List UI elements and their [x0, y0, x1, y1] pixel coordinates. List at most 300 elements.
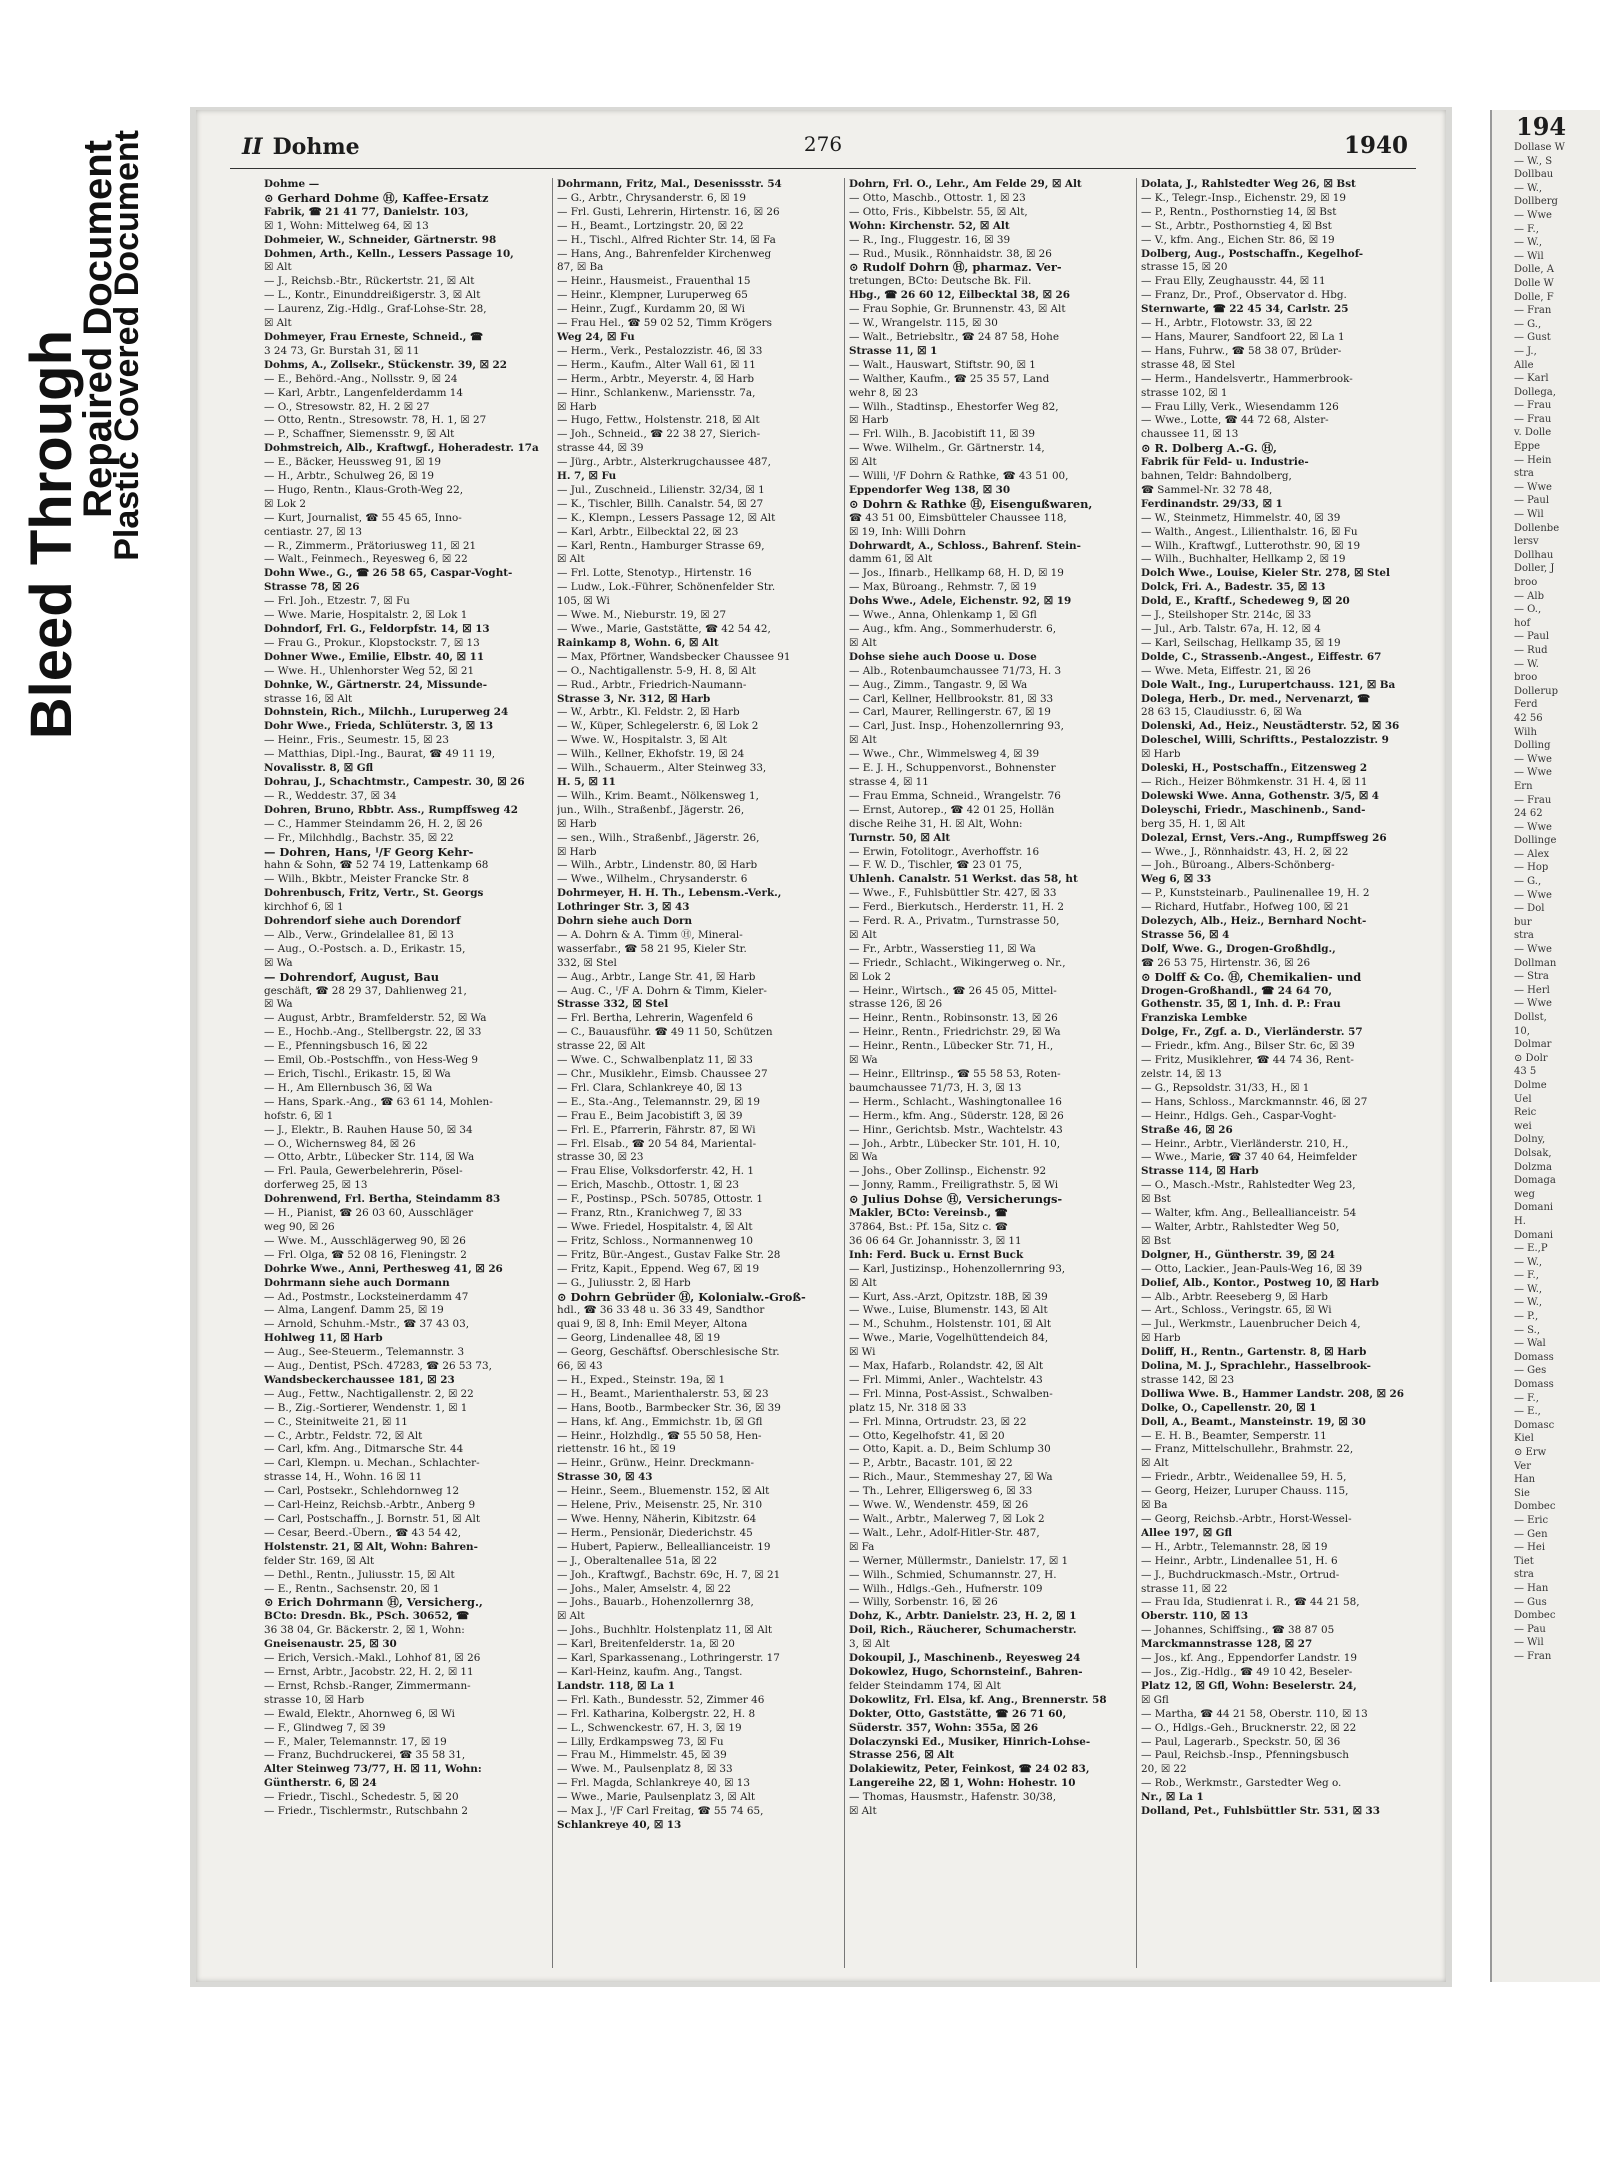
adjacent-page-line: — J., — [1514, 345, 1537, 357]
directory-entry-line: Strasse 3, Nr. 312, ☒ Harb — [557, 692, 711, 705]
running-head — [242, 134, 360, 160]
directory-entry-line: — Franz, Dr., Prof., Observator d. Hbg. — [1141, 289, 1347, 302]
adjacent-page-line: stra — [1514, 930, 1534, 942]
directory-entry-line: Hohlweg 11, ☒ Harb — [264, 1332, 383, 1345]
directory-entry-line: — Emil, Ob.-Postschffn., von Hess-Weg 9 — [264, 1054, 479, 1067]
directory-entry-line: weg 90, ☒ 26 — [264, 1220, 335, 1233]
directory-entry-line: — Lilly, Erdkampsweg 73, ☒ Fu — [557, 1735, 724, 1748]
directory-entry-line: ⊙ Erich Dohrmann Ⓗ, Versicherg., — [264, 1596, 483, 1610]
directory-entry-line: — Franz, Rtn., Kranichweg 7, ☒ 33 — [557, 1207, 742, 1220]
adjacent-page-line: — Wwe — [1514, 821, 1552, 833]
adjacent-page-line: — Alex — [1514, 848, 1550, 860]
directory-entry-line: — Wwe., Marie, Vogelhüttendeich 84, — [849, 1332, 1049, 1345]
adjacent-page-line: — Fran — [1514, 305, 1552, 317]
directory-entry-line: centiastr. 27, ☒ 13 — [264, 525, 362, 538]
directory-entry-line: — Wilh., Arbtr., Lindenstr. 80, ☒ Harb — [557, 859, 758, 872]
directory-entry-line: — K., Tischler, Billh. Canalstr. 54, ☒ 27 — [557, 497, 764, 510]
directory-entry-line: Allee 197, ☒ Gfl — [1141, 1526, 1233, 1539]
directory-entry-line: — Aug., Arbtr., Lange Str. 41, ☒ Harb — [557, 970, 756, 983]
directory-entry-line: ⊙ Gerhard Dohme Ⓗ, Kaffee-Ersatz — [264, 191, 489, 205]
directory-entry-line: — Wwe. W., Hospitalstr. 3, ☒ Alt — [557, 734, 727, 747]
directory-entry-line: — Wwe., Lotte, ☎ 44 72 68, Alster- — [1141, 414, 1329, 427]
adjacent-page-line: 10, — [1514, 1025, 1530, 1037]
adjacent-page-line: Domaga — [1514, 1175, 1556, 1187]
directory-entry-line: chaussee 11, ☒ 13 — [1141, 428, 1239, 441]
directory-entry-line: — Paul, Lagerarb., Speckstr. 50, ☒ 36 — [1141, 1735, 1341, 1748]
adjacent-page-line: ⊙ Erw — [1514, 1447, 1547, 1458]
directory-entry-line: Dolezych, Alb., Heiz., Bernhard Nocht- — [1141, 915, 1367, 928]
directory-entry-line: — Frl. Bertha, Lehrerin, Wagenfeld 6 — [557, 1012, 754, 1025]
directory-entry-line: Alter Steinweg 73/77, H. ☒ 11, Wohn: — [264, 1763, 482, 1776]
directory-entry-line: Dohmen, Arth., Kelln., Lessers Passage 10, — [264, 247, 514, 260]
directory-entry-line: — Martha, ☎ 44 21 58, Oberstr. 110, ☒ 13 — [1141, 1707, 1368, 1720]
directory-entry-line: — Hugo, Rentn., Klaus-Groth-Weg 22, — [264, 483, 464, 496]
directory-entry-line: Ferdinandstr. 29/33, ☒ 1 — [1141, 497, 1283, 510]
directory-entry-line: — Hans, Fuhrw., ☎ 58 38 07, Brüder- — [1141, 344, 1342, 357]
directory-entry-line: Dolata, J., Rahlstedter Weg 26, ☒ Bst — [1141, 178, 1356, 190]
directory-entry-line: — K., Klempn., Lessers Passage 12, ☒ Alt — [557, 511, 776, 524]
directory-entry-line: — Wwe. Wilhelm., Gr. Gärtnerstr. 14, — [849, 442, 1045, 455]
directory-entry-line: — Frl. Kath., Bundesstr. 52, Zimmer 46 — [557, 1693, 765, 1706]
directory-entry-line: — Ernst, Rchsb.-Ranger, Zimmermann- — [264, 1679, 471, 1692]
directory-entry-line: ☒ Lok 2 — [849, 970, 891, 983]
directory-entry-line: ⊙ Dohrn & Rathke Ⓗ, Eisengußwaren, — [849, 497, 1093, 511]
directory-entry-line: Fabrik, ☎ 21 41 77, Danielstr. 103, — [264, 205, 469, 218]
directory-entry-line: — Wwe. H., Uhlenhorster Weg 52, ☒ 21 — [264, 664, 475, 677]
adjacent-page-line: Domani — [1514, 1202, 1554, 1214]
directory-entry-line: — Heinr., Rentn., Lübecker Str. 71, H., — [849, 1040, 1054, 1053]
directory-entry-line: — Joh., Schneid., ☎ 22 38 27, Sierich- — [557, 428, 761, 441]
directory-entry-line: — Friedr., kfm. Ang., Bilser Str. 6c, ☒ 39 — [1141, 1040, 1355, 1053]
adjacent-page-line: — Herl — [1514, 984, 1550, 996]
directory-entry-line: — Dethl., Rentn., Juliusstr. 15, ☒ Alt — [264, 1568, 455, 1581]
directory-entry-line: 3 24 73, Gr. Burstah 31, ☒ 11 — [264, 344, 420, 357]
directory-entry-line: — Jonny, Ramm., Freiligrathstr. 5, ☒ Wi — [849, 1179, 1059, 1192]
directory-entry-line: — Frl. E., Pfarrerin, Fährstr. 87, ☒ Wi — [557, 1123, 756, 1136]
adjacent-page-line: Ferd — [1514, 699, 1538, 711]
directory-entry-line: — O., Nachtigallenstr. 5-9, H. 8, ☒ Alt — [557, 664, 756, 677]
adjacent-page-line: — W., S — [1514, 155, 1553, 167]
directory-entry-line: Dohmeyer, Frau Erneste, Schneid., ☎ — [264, 330, 483, 343]
directory-entry-line: — C., Bauausführ. ☎ 49 11 50, Schützen — [557, 1026, 773, 1039]
directory-entry-line: — Heinr., Holzhdlg., ☎ 55 50 58, Hen- — [557, 1429, 762, 1442]
directory-entry-line: — A. Dohrn & A. Timm Ⓗ, Mineral- — [557, 928, 743, 941]
directory-entry-line: — E., Hochb.-Ang., Stellbergstr. 22, ☒ 33 — [264, 1026, 482, 1039]
directory-entry-line: — Frl. Mimmi, Anlег., Wachtelstr. 43 — [849, 1373, 1043, 1386]
directory-entry-line: riettenstr. 16 ht., ☒ 19 — [557, 1443, 676, 1456]
directory-entry-line: ☒ Wa — [849, 1054, 878, 1067]
directory-entry-line: — Wwe., Marie, Paulsenplatz 3, ☒ Alt — [557, 1791, 756, 1804]
directory-entry-line: — F., Glindweg 7, ☒ 39 — [264, 1721, 386, 1734]
directory-entry-line: Dohse siehe auch Doose u. Dose — [849, 650, 1037, 663]
directory-entry-line: — Paul, Reichsb.-Insp., Pfenningsbusch — [1141, 1749, 1349, 1762]
adjacent-page-line: — F., — [1514, 1392, 1539, 1404]
directory-entry-line: ☒ Harb — [557, 400, 597, 413]
directory-entry-line: ⊙ Rudolf Dohrn Ⓗ, pharmaz. Ver- — [849, 261, 1062, 275]
directory-entry-line: — Willy, Sorbenstr. 16, ☒ 26 — [849, 1596, 998, 1609]
directory-entry-line: — Wwe. C., Schwalbenplatz 11, ☒ 33 — [557, 1054, 753, 1067]
directory-entry-line: ☎ Sammel-Nr. 32 78 48, — [1141, 483, 1273, 496]
directory-entry-line: — Art., Schloss., Veringstr. 65, ☒ Wi — [1141, 1304, 1332, 1317]
directory-entry-line: — Matthias, Dipl.-Ing., Baurat, ☎ 49 11 19, — [264, 748, 496, 761]
directory-entry-line: — C., Arbtr., Feldstr. 72, ☒ Alt — [264, 1429, 423, 1442]
directory-entry-line: ⊙ Dolff & Co. Ⓗ, Chemikalien- und — [1141, 970, 1362, 984]
directory-entry-line: hahn & Sohn, ☎ 52 74 19, Lattenkamp 68 — [264, 859, 489, 872]
directory-entry-line: — E., Sta.-Ang., Telemannstr. 29, ☒ 19 — [557, 1095, 761, 1108]
adjacent-page-line: — Paul — [1514, 495, 1550, 507]
directory-entry-line: — Joh., Kraftwgf., Bachstr. 69c, H. 7, ☒ 21 — [557, 1568, 781, 1581]
directory-entry-line: — Aug. C., ᴵ/F A. Dohrn & Timm, Kieler- — [557, 984, 767, 997]
directory-entry-line: Dolewski Wwe. Anna, Gothenstr. 3/5, ☒ 4 — [1141, 789, 1380, 802]
directory-entry-line: — Frau M., Himmelstr. 45, ☒ 39 — [557, 1749, 727, 1762]
directory-entry-line: — Max, Hafarb., Rolandstr. 42, ☒ Alt — [849, 1360, 1044, 1373]
directory-entry-line: — Heinr., Fris., Seumestr. 15, ☒ 23 — [264, 734, 449, 747]
directory-entry-line: Dohme — — [264, 178, 320, 190]
adjacent-page-line: — Gus — [1514, 1596, 1547, 1608]
directory-entry-line: — W., Wrangelstr. 115, ☒ 30 — [849, 317, 998, 330]
directory-entry-line: H. 5, ☒ 11 — [557, 775, 616, 788]
adjacent-page-line: 42 56 — [1514, 712, 1543, 724]
directory-entry-line: Dohner Wwe., Emilie, Elbstr. 40, ☒ 11 — [264, 650, 485, 663]
directory-entry-line: — Wilh., Schmied, Schumannstr. 27, H. — [849, 1568, 1057, 1581]
adjacent-page-line: — W. — [1514, 658, 1539, 670]
directory-entry-line: — Herm., Pensionär, Diederichstr. 45 — [557, 1526, 753, 1539]
directory-entry-line: — Karl, Breitenfelderstr. 1a, ☒ 20 — [557, 1638, 735, 1651]
directory-entry-line: — Aug., kfm. Ang., Sommerhuderstr. 6, — [849, 623, 1057, 635]
directory-entry-line: felder Steindamm 174, ☒ Alt — [849, 1679, 1001, 1692]
adjacent-page-lines — [1492, 141, 1600, 1664]
directory-entry-line: — M., Schuhm., Holstenstr. 101, ☒ Alt — [849, 1318, 1052, 1331]
directory-entry-line: — Friedr., Arbtr., Weidenallee 59, H. 5, — [1141, 1471, 1347, 1484]
adjacent-page-line: Domass — [1514, 1379, 1554, 1391]
directory-entry-line: — Th., Lehrer, Elligersweg 6, ☒ 33 — [849, 1485, 1033, 1498]
directory-entry-line: — Otto, Fris., Kibbelstr. 55, ☒ Alt, — [849, 205, 1028, 218]
directory-entry-line: Oberstr. 110, ☒ 13 — [1141, 1610, 1249, 1623]
directory-entry-line: — Frau Lilly, Verk., Wiesendamm 126 — [1141, 400, 1339, 413]
directory-entry-line: — Wilh., Hdlgs.-Geh., Hufnerstr. 109 — [849, 1582, 1043, 1595]
directory-entry-line: — Heinr., Seem., Bluemenstr. 152, ☒ Alt — [557, 1485, 770, 1498]
directory-entry-line: Hbg., ☎ 26 60 12, Eilbecktal 38, ☒ 26 — [849, 289, 1071, 302]
directory-entry-line: — Karl, Arbtr., Eilbecktal 22, ☒ 23 — [557, 525, 739, 538]
adjacent-page-line: — Stra — [1514, 971, 1549, 983]
adjacent-page-line: — Paul — [1514, 631, 1550, 643]
directory-entry-line: — H., Arbtr., Telemannstr. 28, ☒ 19 — [1141, 1540, 1328, 1553]
directory-entry-line: — Karl, Sparkassenang., Lothringerstr. 17 — [557, 1652, 780, 1665]
directory-entry-line: ⊙ Dohrn Gebrüder Ⓗ, Kolonialw.-Groß- — [557, 1290, 806, 1304]
directory-entry-line: — Frl. Paula, Gewerbelehrerin, Pösel- — [264, 1165, 463, 1178]
directory-entry-line: Dohrmann siehe auch Dormann — [264, 1276, 450, 1289]
directory-entry-line: Dohrendorf siehe auch Dorendorf — [264, 915, 461, 928]
directory-entry-line: — Ferd., Bierkutsch., Herderstr. 11, H. 2 — [849, 901, 1064, 914]
directory-entry-line: Straße 46, ☒ 26 — [1141, 1123, 1233, 1136]
directory-entry-line: Eppendorfer Weg 138, ☒ 30 — [849, 483, 1011, 496]
adjacent-page-line: Dombec — [1514, 1610, 1556, 1622]
directory-entry-line: — Walt., Betriebsltr., ☎ 24 87 58, Hohe — [849, 330, 1059, 343]
adjacent-page-line: stra — [1514, 468, 1534, 480]
directory-entry-line: — G., Juliusstr. 2, ☒ Harb — [557, 1276, 691, 1289]
directory-entry-line: — Carl, Klempn. u. Mechan., Schlachter- — [264, 1457, 480, 1470]
directory-entry-line: Dokoupil, J., Maschinenb., Reyesweg 24 — [849, 1652, 1081, 1665]
adjacent-page-line: Dombec — [1514, 1501, 1556, 1513]
directory-entry-line: wehr 8, ☒ 23 — [849, 386, 919, 399]
directory-entry-line: — Georg, Lindenallee 48, ☒ 19 — [557, 1332, 721, 1345]
directory-entry-line: strasse 11, ☒ 22 — [1141, 1582, 1228, 1595]
adjacent-page-line: lersv — [1514, 536, 1539, 548]
directory-entry-line: 332, ☒ Stel — [557, 956, 617, 969]
directory-entry-line: — Heinr., Arbtr., Lindenallee 51, H. 6 — [1141, 1554, 1338, 1567]
directory-entry-line: — Otto, Kapit. a. D., Beim Schlump 30 — [849, 1443, 1051, 1456]
directory-entry-line: Makler, BCto: Vereinsb., ☎ — [849, 1207, 1008, 1220]
directory-entry-line: strasse 126, ☒ 26 — [849, 998, 943, 1011]
directory-entry-line: Gneisenaustr. 25, ☒ 30 — [264, 1638, 397, 1651]
directory-entry-line: — Alb., Arbtr. Reeseberg 9, ☒ Harb — [1141, 1290, 1328, 1303]
directory-entry-line: 20, ☒ 22 — [1141, 1763, 1187, 1776]
adjacent-page-line: Dollenbe — [1514, 522, 1560, 534]
directory-entry-line: — sen., Wilh., Straßenbf., Jägerstr. 26, — [557, 831, 760, 844]
directory-entry-line: — Fritz, Schloss., Normannenweg 10 — [557, 1234, 754, 1247]
directory-entry-line: Dolega, Herb., Dr. med., Nervenarzt, ☎ — [1141, 692, 1371, 705]
adjacent-page-line: Dollman — [1514, 957, 1557, 969]
directory-entry-line: 105, ☒ Wi — [557, 595, 610, 608]
directory-entry-line: — Frl. Gusti, Lehrerin, Hirtenstr. 16, ☒ 26 — [557, 205, 780, 218]
directory-entry-line: — V., kfm. Ang., Eichen Str. 86, ☒ 19 — [1141, 233, 1335, 246]
page-header — [230, 128, 1416, 169]
directory-entry-line: ☒ Alt — [264, 317, 292, 330]
adjacent-page-line: — Wwe — [1514, 998, 1552, 1010]
directory-entry-line: — Karl, Rentn., Hamburger Strasse 69, — [557, 539, 765, 552]
directory-entry-line: Wohn: Kirchenstr. 52, ☒ Alt — [849, 219, 1010, 232]
directory-entry-line: — H., Arbtr., Flotowstr. 33, ☒ 22 — [1141, 317, 1313, 330]
directory-entry-line: — E. H. B., Beamter, Semperstr. 11 — [1141, 1429, 1327, 1442]
directory-entry-line: — Frau Sophie, Gr. Brunnenstr. 43, ☒ Alt — [849, 303, 1066, 316]
directory-entry-line: — Walt., Lehr., Adolf-Hitler-Str. 487, — [849, 1526, 1040, 1539]
directory-entry-line: strasse 15, ☒ 20 — [1141, 261, 1228, 274]
directory-entry-line: dische Reihe 31, H. ☒ Alt, Wohn: — [849, 817, 1023, 830]
directory-entry-line: strasse 102, ☒ 1 — [1141, 386, 1228, 399]
directory-entry-line: — Wilh., Schauerm., Alter Steinweg 33, — [557, 762, 767, 775]
adjacent-page-line: — E.,P — [1514, 1243, 1548, 1255]
directory-entry-line: Holstenstr. 21, ☒ Alt, Wohn: Bahren- — [264, 1540, 478, 1553]
directory-entry-line: ☒ Harb — [557, 817, 597, 830]
directory-entry-line: — Karl, Arbtr., Langenfelderdamm 14 — [264, 386, 464, 399]
directory-entry-line: — Thomas, Hausmstr., Hafenstr. 30/38, — [849, 1791, 1057, 1804]
directory-entry-line: ☒ Alt — [849, 734, 877, 747]
adjacent-page-line: Han — [1514, 1474, 1536, 1486]
directory-entry-line: strasse 30, ☒ 23 — [557, 1151, 644, 1164]
directory-entry-line: — Carl-Heinz, Reichsb.-Arbtr., Anberg 9 — [264, 1499, 476, 1512]
directory-entry-line: — Herm., Verk., Pestalozzistr. 46, ☒ 33 — [557, 344, 763, 357]
directory-entry-line: dorferweg 25, ☒ 13 — [264, 1179, 368, 1192]
directory-entry-line: damm 61, ☒ Alt — [849, 553, 933, 566]
directory-entry-line: — Dohren, Hans, ᴵ/F Georg Kehr- — [264, 845, 474, 859]
adjacent-page-line: ⊙ Dolr — [1514, 1052, 1548, 1064]
adjacent-page-line: — G., — [1514, 876, 1542, 888]
directory-entry-line: — R., Zimmerm., Prätoriusweg 11, ☒ 21 — [264, 539, 477, 552]
directory-entry-line: — Heinr., Grünw., Heinr. Dreckmann- — [557, 1457, 755, 1470]
adjacent-page-year: 194 — [1516, 112, 1567, 141]
directory-entry-line: Dold, E., Kraftf., Schedeweg 9, ☒ 20 — [1141, 595, 1350, 608]
adjacent-page-line: — Hei — [1514, 1542, 1546, 1554]
directory-entry-line: — Carl, Postschaffn., J. Bornstr. 51, ☒ Alt — [264, 1513, 480, 1525]
directory-entry-line: ☒ Bst — [1141, 1193, 1171, 1206]
adjacent-page-line: Dollase W — [1514, 142, 1565, 153]
directory-entry-line: — Rud., Musik., Rönnhaidstr. 38, ☒ 26 — [849, 247, 1052, 260]
directory-entry-line: Fabrik für Feld- u. Industrie- — [1141, 456, 1309, 469]
directory-entry-line: Landstr. 118, ☒ La 1 — [557, 1679, 676, 1692]
directory-entry-line: — O., Stresowstr. 82, H. 2 ☒ 27 — [264, 400, 430, 413]
adjacent-page-line: — Wwe — [1514, 481, 1552, 493]
directory-entry-line: ☎ 43 51 00, Eimsbütteler Chaussee 118, — [849, 511, 1067, 524]
directory-entry-line: — Frl. Olga, ☎ 52 08 16, Fleningstr. 2 — [264, 1248, 467, 1261]
directory-entry-line: — Carl, Just. Insp., Hohenzollernring 93, — [849, 720, 1064, 733]
directory-entry-line: — E., Rentn., Sachsenstr. 20, ☒ 1 — [264, 1582, 440, 1595]
directory-entry-line: — H., Am Ellernbusch 36, ☒ Wa — [264, 1081, 433, 1094]
directory-entry-line: Strasse 11, ☒ 1 — [849, 344, 938, 357]
adjacent-page-line: — O., — [1514, 604, 1542, 616]
adjacent-page-line: — Rud — [1514, 644, 1548, 656]
directory-entry-line: Strasse 56, ☒ 4 — [1141, 928, 1230, 941]
directory-entry-line: ☒ 19, Inh: Willi Dohrn — [849, 525, 966, 538]
adjacent-page-line: — Hop — [1514, 862, 1549, 874]
directory-entry-line: Doleschel, Willi, Schriftts., Pestalozzistr. 9 — [1141, 734, 1389, 747]
directory-entry-line: — Hinr., Schlankenw., Mariensstr. 7a, — [557, 386, 756, 399]
directory-entry-line: — P., Schaffner, Siemensstr. 9, ☒ Alt — [264, 428, 455, 441]
adjacent-page-line: Reic — [1514, 1107, 1537, 1119]
directory-entry-line: — Ferd. R. A., Privatm., Turnstrasse 50, — [849, 915, 1060, 928]
directory-entry-line: Rainkamp 8, Wohn. 6, ☒ Alt — [557, 636, 719, 649]
adjacent-page-line: Dolling — [1514, 740, 1551, 752]
directory-entry-line: 36 06 64 Gr. Johannisstr. 3, ☒ 11 — [849, 1234, 1022, 1247]
adjacent-page-line: Domani — [1514, 1229, 1554, 1241]
directory-entry-line: — Erwin, Fotolitogr., Averhoffstr. 16 — [849, 845, 1040, 858]
directory-entry-line: — Frau Elly, Zeughausstr. 44, ☒ 11 — [1141, 275, 1326, 288]
adjacent-page-line: bur — [1514, 916, 1532, 928]
directory-entry-line: — Carl, Maurer, Rellingerstr. 67, ☒ 19 — [849, 706, 1051, 719]
directory-entry-line: Dolief, Alb., Kontor., Postweg 10, ☒ Harb — [1141, 1276, 1379, 1289]
directory-entry-line: — Kurt, Ass.-Arzt, Opitzstr. 18B, ☒ 39 — [849, 1290, 1048, 1303]
directory-entry-line: — Frau Ida, Studienrat i. R., ☎ 44 21 58, — [1141, 1596, 1360, 1609]
directory-entry-line: — Erich, Tischl., Erikastr. 15, ☒ Wa — [264, 1068, 451, 1080]
adjacent-page-line: — Wwe — [1514, 767, 1552, 779]
directory-entry-line: — Hans, Schloss., Marckmannstr. 46, ☒ 27 — [1141, 1095, 1368, 1108]
directory-entry-line: — Frl. Katharina, Kolbergstr. 22, H. 8 — [557, 1707, 756, 1720]
directory-entry-line: — Wilh., Stadtinsp., Ehestorfer Weg 82, — [849, 400, 1059, 413]
directory-entry-line: — Alma, Langenf. Damm 25, ☒ 19 — [264, 1304, 444, 1317]
directory-entry-line: Dolberg, Aug., Postschaffn., Kegelhof- — [1141, 247, 1364, 260]
directory-entry-line: — B., Zig.-Sortierer, Wendenstr. 1, ☒ 1 — [264, 1401, 468, 1414]
adjacent-page-line: Uel — [1514, 1093, 1532, 1105]
directory-entry-line: — O., Wichernsweg 84, ☒ 26 — [264, 1137, 416, 1150]
directory-entry-line: Dolde, C., Strassenb.-Angest., Eiffestr. 67 — [1141, 650, 1382, 663]
directory-entry-line: — Walt., Arbtr., Malerweg 7, ☒ Lok 2 — [849, 1513, 1045, 1525]
directory-entry-line: — Walter, kfm. Ang., Belleallianceistr. 54 — [1141, 1207, 1357, 1220]
directory-entry-line: — Ernst, Autorep., ☎ 42 01 25, Hollän — [849, 803, 1055, 816]
directory-entry-line: ☒ Bst — [1141, 1234, 1171, 1247]
adjacent-page-line: — Alb — [1514, 590, 1544, 602]
directory-entry-line: Dolina, M. J., Sprachlehr., Hasselbrook- — [1141, 1360, 1371, 1373]
directory-entry-line: — Erich, Maschb., Ottostr. 1, ☒ 23 — [557, 1179, 740, 1192]
directory-entry-line: Dolke, O., Capellenstr. 20, ☒ 1 — [1141, 1401, 1317, 1414]
adjacent-page-line: v. Dolle — [1514, 427, 1552, 439]
directory-entry-line: ☒ Wa — [264, 998, 293, 1011]
directory-entry-line: — Heinr., Hausmeist., Frauenthal 15 — [557, 275, 751, 288]
directory-entry-line: strasse 14, H., Wohn. 16 ☒ 11 — [264, 1471, 423, 1484]
directory-entry-line: Dohr Wwe., Frieda, Schlüterstr. 3, ☒ 13 — [264, 720, 494, 733]
adjacent-page-line: — Eric — [1514, 1514, 1549, 1526]
directory-entry-line: — Herm., Kaufm., Alter Wall 61, ☒ 11 — [557, 358, 756, 371]
directory-entry-line: — R., Weddestr. 37, ☒ 34 — [264, 789, 397, 802]
adjacent-page-line: — F., — [1514, 223, 1539, 235]
directory-entry-line: — Johannes, Schiffsing., ☎ 38 87 05 — [1141, 1624, 1335, 1637]
column-1 — [260, 178, 552, 1968]
adjacent-page-line: — Wwe — [1514, 889, 1552, 901]
directory-entry-line: — Aug., Fettw., Nachtigallenstr. 2, ☒ 22 — [264, 1387, 474, 1400]
directory-entry-line: — Walter, Arbtr., Rahlstedter Weg 50, — [1141, 1220, 1340, 1233]
directory-entry-line: — Wwe., F., Fuhlsbüttler Str. 427, ☒ 33 — [849, 887, 1057, 900]
directory-entry-line: — Frl. Clara, Schlankreye 40, ☒ 13 — [557, 1081, 743, 1094]
directory-entry-line: — Carl, Kellner, Hellbrookstr. 81, ☒ 33 — [849, 692, 1054, 705]
directory-entry-line: — Walth., Angest., Lilienthalstr. 16, ☒ Fu — [1141, 525, 1358, 538]
directory-entry-line: — Hans, Bootb., Barmbecker Str. 36, ☒ 39 — [557, 1401, 781, 1414]
directory-entry-line: — Wwe. M., Paulsenplatz 8, ☒ 33 — [557, 1763, 733, 1776]
directory-entry-line: Dohrenwend, Frl. Bertha, Steindamm 83 — [264, 1193, 501, 1206]
directory-entry-line: Nr., ☒ La 1 — [1141, 1791, 1204, 1804]
adjacent-page-line: — Wil — [1514, 1637, 1544, 1649]
directory-entry-line: — Friedr., Tischlermstr., Rutschbahn 2 — [264, 1805, 469, 1818]
directory-entry-line: — Richard, Hutfabr., Hofweg 100, ☒ 21 — [1141, 901, 1350, 914]
directory-entry-line: — Johs., Ober Zollinsp., Eichenstr. 92 — [849, 1165, 1047, 1178]
adjacent-page-line: Dolny, — [1514, 1134, 1546, 1146]
adjacent-page-line: Dolzma — [1514, 1161, 1552, 1173]
directory-entry-line: Dolezal, Ernst, Vers.-Ang., Rumpffsweg 26 — [1141, 831, 1387, 844]
adjacent-page-line: — Han — [1514, 1582, 1549, 1594]
directory-entry-line: — St., Arbtr., Posthornstieg 4, ☒ Bst — [1141, 219, 1332, 232]
directory-entry-line: — Wwe., Marie, Gaststätte, ☎ 42 54 42, — [557, 623, 771, 635]
directory-entry-line: — Hans, Spark.-Ang., ☎ 63 61 14, Mohlen- — [264, 1095, 493, 1108]
adjacent-page-line: Kiel — [1514, 1433, 1534, 1445]
directory-entry-line: — Wwe. M., Nieburstr. 19, ☒ 27 — [557, 609, 727, 622]
directory-entry-line: — J., Oberaltenallee 51a, ☒ 22 — [557, 1554, 718, 1567]
adjacent-page-line: — W., — [1514, 1256, 1543, 1268]
directory-entry-line: 36 38 04, Gr. Bäckerstr. 2, ☒ 1, Wohn: — [264, 1624, 465, 1637]
directory-entry-line: — Frl. Wilh., B. Jacobistift 11, ☒ 39 — [849, 428, 1036, 441]
directory-entry-line: — Ad., Postmstr., Locksteinerdamm 47 — [264, 1290, 469, 1303]
directory-entry-line: Dohrmann, Fritz, Mal., Desenissstr. 54 — [557, 178, 782, 190]
directory-entry-line: ☒ Wi — [849, 1346, 876, 1359]
directory-entry-line: strasse 10, ☒ Harb — [264, 1693, 365, 1706]
directory-entry-line: — E., Behörd.-Ang., Nollsstr. 9, ☒ 24 — [264, 372, 458, 385]
directory-entry-line: — L., Kontr., Einunddreißigerstr. 3, ☒ Alt — [264, 289, 481, 302]
directory-entry-line: — Georg, Geschäftsf. Oberschlesische Str. — [557, 1346, 780, 1359]
directory-entry-line: strasse 44, ☒ 39 — [557, 442, 644, 455]
directory-entry-line: Dolck, Fri. A., Badestr. 35, ☒ 13 — [1141, 581, 1326, 594]
directory-entry-line: Dohrenbusch, Fritz, Vertr., St. Georgs — [264, 887, 484, 900]
adjacent-page-line: — E., — [1514, 1406, 1541, 1418]
directory-entry-line: Doleyschi, Friedr., Maschinenb., Sand- — [1141, 803, 1366, 816]
directory-entry-line: Dole Walt., Ing., Lurupertchauss. 121, ☒ Ba — [1141, 678, 1396, 691]
directory-entry-line: — H., Tischl., Alfred Richter Str. 14, ☒ Fa — [557, 233, 776, 246]
directory-entry-line: — F., Postinsp., PSch. 50785, Ottostr. 1 — [557, 1193, 763, 1206]
directory-entry-line: Strasse 256, ☒ Alt — [849, 1749, 955, 1762]
directory-entry-line: Sternwarte, ☎ 22 45 34, Carlstr. 25 — [1141, 303, 1349, 316]
running-head-name: Dohme — [272, 134, 360, 160]
directory-entry-line: Lothringer Str. 3, ☒ 43 — [557, 901, 690, 914]
directory-entry-line: — Cesar, Beerd.-Übern., ☎ 43 54 42, — [264, 1526, 462, 1539]
directory-entry-line: zelstr. 14, ☒ 13 — [1141, 1068, 1222, 1080]
directory-entry-line: Marckmannstrasse 128, ☒ 27 — [1141, 1638, 1313, 1651]
directory-entry-line: — Jos., Ifinarb., Hellkamp 68, H. D, ☒ 19 — [849, 567, 1064, 580]
directory-entry-line: — L., Schwenckestr. 67, H. 3, ☒ 19 — [557, 1721, 742, 1734]
